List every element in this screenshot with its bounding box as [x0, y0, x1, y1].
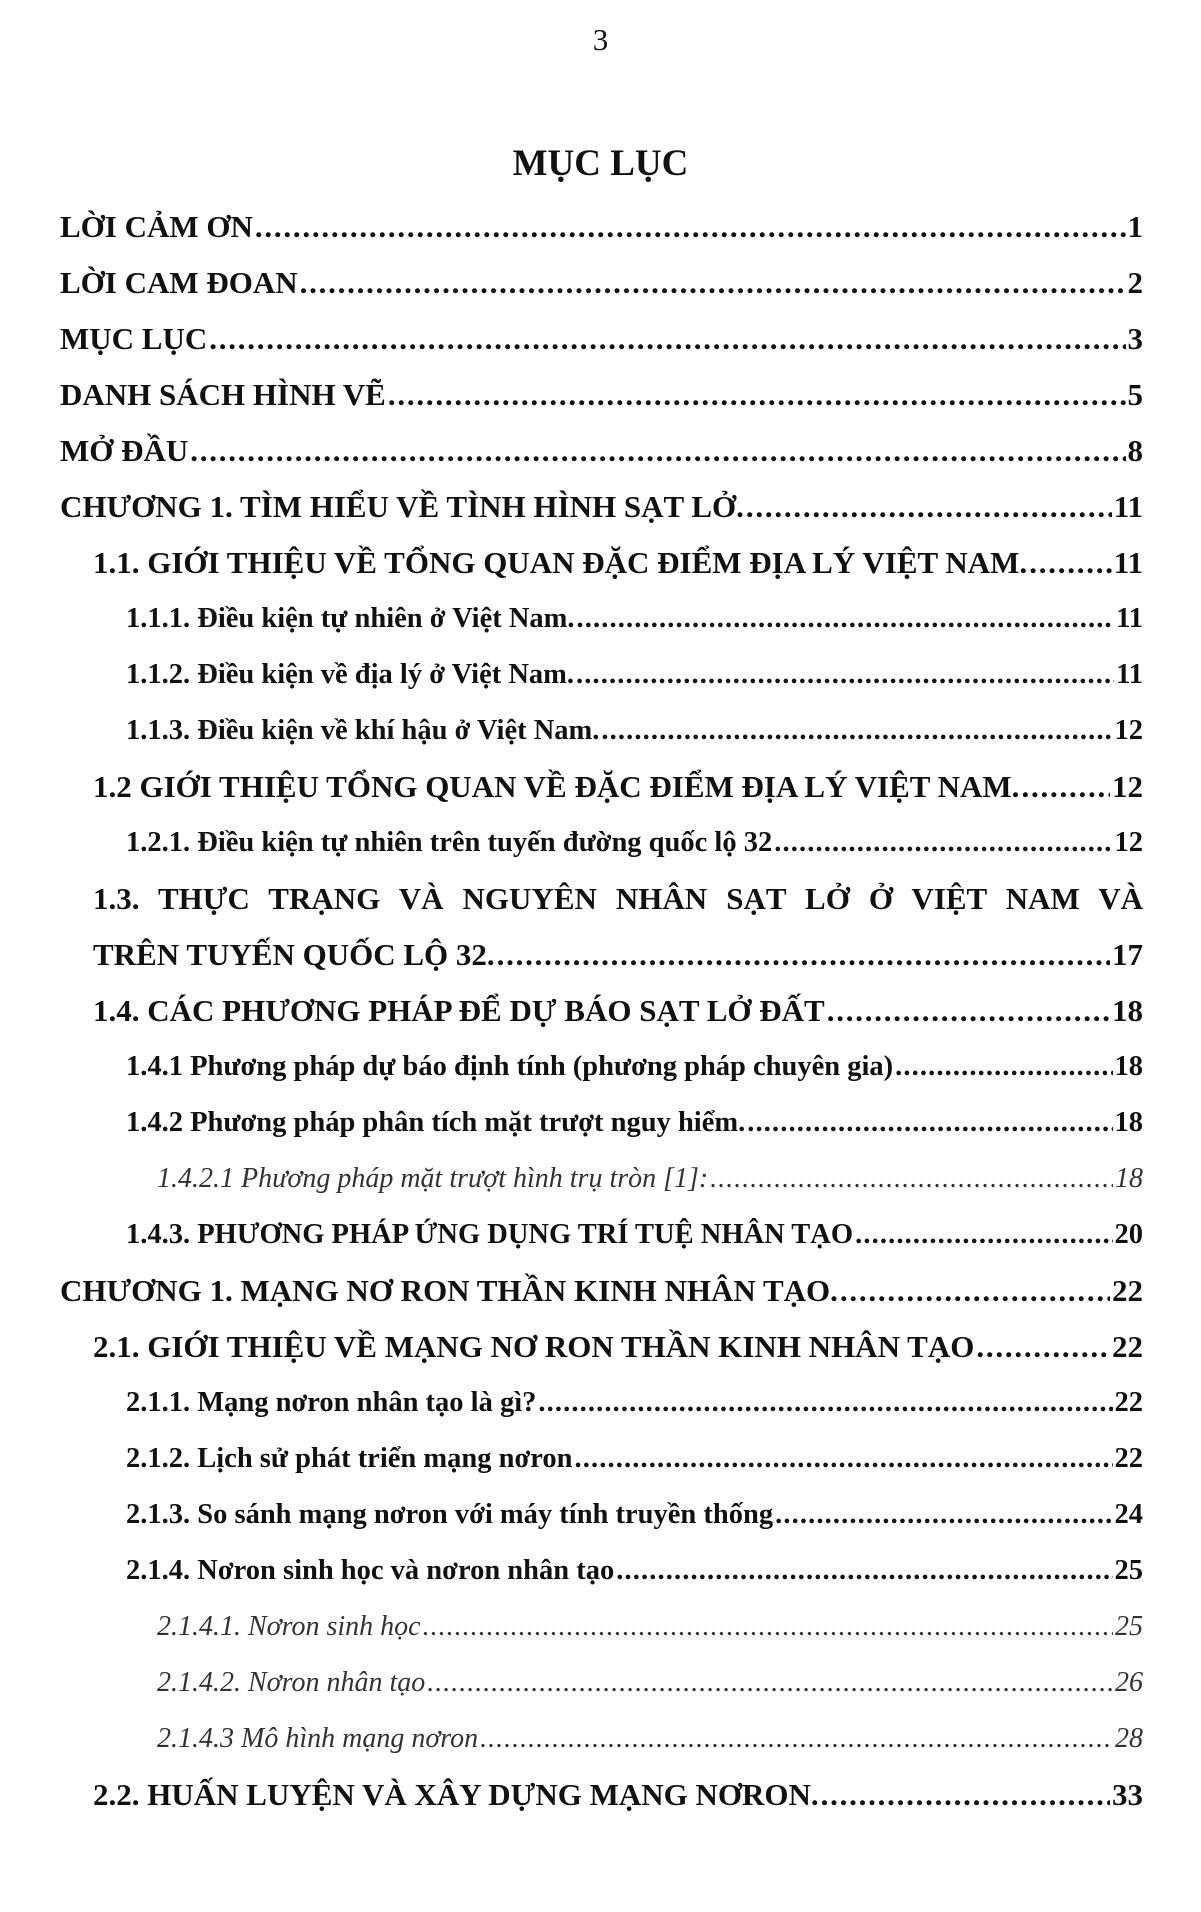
toc-entry-label: 1.4.2 Phương pháp phân tích mặt trượt nguy hiểm. [126, 1107, 746, 1138]
toc-entry-page: 20 [1114, 1219, 1143, 1250]
toc-entry-label: 1.4.2.1 Phương pháp mặt trượt hình trụ tròn [1]: [157, 1163, 709, 1194]
toc-entry-label: CHƯƠNG 1. TÌM HIỂU VỀ TÌNH HÌNH SẠT LỞ. [60, 489, 744, 524]
dot-leader [300, 255, 1126, 311]
dot-leader [840, 1263, 1110, 1319]
toc-entry[interactable] [60, 423, 1143, 479]
toc-entry-page: 26 [1115, 1667, 1143, 1698]
toc-entry-label: 2.1.3. So sánh mạng nơron với máy tính truyền thống [126, 1499, 774, 1530]
toc-entry-page: 28 [1115, 1723, 1143, 1754]
toc-entry-page: 11 [1116, 603, 1143, 634]
toc-entry[interactable] [60, 199, 1143, 255]
toc-entry[interactable] [126, 591, 1143, 647]
toc-entry[interactable] [126, 647, 1143, 703]
dot-leader [538, 1375, 1112, 1431]
dot-leader [427, 1655, 1113, 1711]
dot-leader [747, 1095, 1112, 1151]
dot-leader [497, 927, 1110, 983]
toc-entry[interactable] [60, 479, 1143, 535]
toc-entry-page: 5 [1127, 377, 1143, 412]
toc-entry-page: 17 [1112, 937, 1143, 972]
dot-leader [209, 311, 1125, 367]
toc-entry[interactable] [60, 1263, 1143, 1319]
toc-entry-label: 1.4.1 Phương pháp dự báo định tính (phương pháp chuyên gia) [126, 1051, 894, 1082]
toc-entry[interactable] [157, 1151, 1143, 1207]
toc-entry[interactable] [126, 1543, 1143, 1599]
toc-entry-page: 22 [1112, 1273, 1143, 1308]
toc-entry-page: 22 [1114, 1387, 1143, 1418]
toc-entry[interactable] [60, 367, 1143, 423]
toc-entry[interactable] [93, 759, 1143, 815]
dot-leader [576, 647, 1114, 703]
dot-leader [827, 983, 1110, 1039]
toc-entry-page: 25 [1115, 1611, 1143, 1642]
toc-entry-label: TRÊN TUYẾN QUỐC LỘ 32. [93, 937, 495, 972]
dot-leader [574, 1431, 1112, 1487]
toc-entry[interactable] [157, 1655, 1143, 1711]
toc-entry[interactable] [126, 1095, 1143, 1151]
dot-leader [1021, 759, 1110, 815]
toc-entry-page: 25 [1114, 1555, 1143, 1586]
toc-entry-label: 1.4. CÁC PHƯƠNG PHÁP ĐỂ DỰ BÁO SẠT LỞ ĐẤT [93, 993, 825, 1028]
dot-leader [423, 1599, 1113, 1655]
toc-entry[interactable] [126, 1039, 1143, 1095]
toc-entry[interactable] [93, 535, 1143, 591]
dot-leader [976, 1319, 1110, 1375]
toc-entry-label: 2.1.4.1. Nơron sinh học [157, 1611, 421, 1642]
page-number: 3 [592, 22, 609, 57]
toc-entry-label: LỜI CAM ĐOAN [60, 265, 298, 300]
toc-entry[interactable] [93, 1319, 1143, 1375]
toc-entry-first-line[interactable]: 1.3. THỰC TRẠNG VÀ NGUYÊN NHÂN SẠT LỞ Ở VIỆT NAM VÀ [93, 881, 1143, 916]
dot-leader [616, 1543, 1112, 1599]
toc-entry-label: 2.1. GIỚI THIỆU VỀ MẠNG NƠ RON THẦN KINH NHÂN TẠO [93, 1329, 975, 1364]
toc-entry-page: 18 [1115, 1163, 1143, 1194]
toc-entry-page: 1 [1127, 209, 1143, 244]
toc-entry[interactable] [60, 255, 1143, 311]
toc-entry-label: 2.1.1. Mạng nơron nhân tạo là gì? [126, 1387, 537, 1418]
dot-leader [480, 1711, 1113, 1767]
toc-entry-page: 8 [1127, 433, 1143, 468]
toc-entry-label: 1.1.1. Điều kiện tự nhiên ở Việt Nam. [126, 603, 575, 634]
dot-leader [1029, 535, 1112, 591]
toc-entry[interactable] [126, 1487, 1143, 1543]
dot-leader [601, 703, 1112, 759]
toc-entry-label: CHƯƠNG 1. MẠNG NƠ RON THẦN KINH NHÂN TẠO. [60, 1273, 838, 1308]
toc-entry[interactable] [93, 1767, 1143, 1823]
toc-entry[interactable] [93, 927, 1143, 983]
dot-leader [190, 423, 1125, 479]
toc-entry-page: 12 [1112, 769, 1143, 804]
toc-entry-label: LỜI CẢM ƠN [60, 209, 253, 244]
toc-entry-label: 1.1.2. Điều kiện về địa lý ở Việt Nam. [126, 659, 575, 690]
toc-entry-page: 24 [1114, 1499, 1143, 1530]
toc-entry-label: DANH SÁCH HÌNH VẼ [60, 377, 386, 412]
toc-entry[interactable] [126, 703, 1143, 759]
dot-leader [775, 1487, 1112, 1543]
toc-entry-page: 33 [1112, 1777, 1143, 1812]
dot-leader [710, 1151, 1113, 1207]
dot-leader [821, 1767, 1110, 1823]
toc-entry-label: 2.1.4.3 Mô hình mạng nơron [157, 1723, 479, 1754]
toc-entry-page: 11 [1113, 489, 1143, 524]
toc-entry-page: 2 [1127, 265, 1143, 300]
dot-leader [255, 199, 1126, 255]
toc-entry[interactable] [126, 815, 1143, 871]
toc-entry-page: 22 [1114, 1443, 1143, 1474]
toc-entry-page: 12 [1114, 827, 1143, 858]
toc-entry-page: 12 [1114, 715, 1143, 746]
dot-leader [577, 591, 1115, 647]
toc-entry-page: 18 [1114, 1051, 1143, 1082]
toc-title: MỤC LỤC [512, 143, 689, 184]
toc-entry-label: MỞ ĐẦU [60, 433, 189, 468]
toc-entry[interactable] [126, 1375, 1143, 1431]
toc-entry-label: 1.1.3. Điều kiện về khí hậu ở Việt Nam. [126, 715, 600, 746]
toc-entry-label: 2.1.4. Nơron sinh học và nơron nhân tạo [126, 1555, 615, 1586]
dot-leader [895, 1039, 1112, 1095]
toc-entry-label: 1.1. GIỚI THIỆU VỀ TỔNG QUAN ĐẶC ĐIỂM ĐỊA LÝ VIỆT NAM. [93, 545, 1028, 580]
toc-entry[interactable] [157, 1599, 1143, 1655]
toc-entry[interactable] [126, 1207, 1143, 1263]
toc-entry-label: 1.4.3. PHƯƠNG PHÁP ỨNG DỤNG TRÍ TUỆ NHÂN TẠO [126, 1219, 854, 1250]
toc-entry[interactable] [157, 1711, 1143, 1767]
toc-entry-page: 11 [1116, 659, 1143, 690]
toc-entry[interactable] [93, 983, 1143, 1039]
toc-entry-page: 18 [1114, 1107, 1143, 1138]
toc-entry-page: 3 [1127, 321, 1143, 356]
toc-entry[interactable] [126, 1431, 1143, 1487]
toc-entry-label: 1.2 GIỚI THIỆU TỔNG QUAN VỀ ĐẶC ĐIỂM ĐỊA LÝ VIỆT NAM. [93, 769, 1020, 804]
toc-entry-label: 1.2.1. Điều kiện tự nhiên trên tuyến đường quốc lộ 32 [126, 827, 773, 858]
toc-entry-page: 11 [1113, 545, 1143, 580]
toc-entry-label: MỤC LỤC [60, 321, 208, 356]
toc-entry-label: 2.2. HUẤN LUYỆN VÀ XÂY DỰNG MẠNG NƠRON. [93, 1777, 819, 1812]
toc-entry-label: 2.1.2. Lịch sử phát triển mạng nơron [126, 1443, 573, 1474]
dot-leader [388, 367, 1126, 423]
toc-entry-page: 18 [1112, 993, 1143, 1028]
toc-entry[interactable] [60, 311, 1143, 367]
dot-leader [774, 815, 1112, 871]
dot-leader [855, 1207, 1112, 1263]
toc-entry-page: 22 [1112, 1329, 1143, 1364]
toc-entry-label: 2.1.4.2. Nơron nhân tạo [157, 1667, 426, 1698]
dot-leader [746, 479, 1112, 535]
